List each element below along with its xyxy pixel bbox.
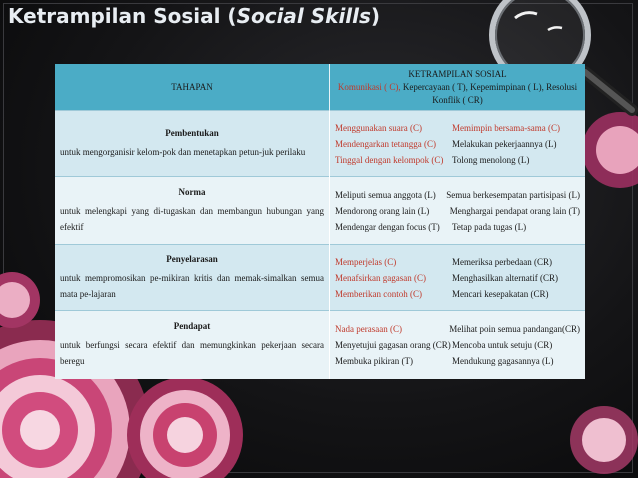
skills-list: [335, 120, 580, 168]
table-row: [55, 245, 585, 311]
skills-cell: [330, 177, 586, 245]
skill-line: [335, 254, 580, 270]
skill-a: Mendengar dengan focus (T): [335, 221, 440, 232]
skill-line: [335, 353, 580, 369]
table-header-row: [55, 64, 585, 111]
skill-line: [335, 219, 580, 235]
stage-title: Pembentukan: [165, 127, 219, 138]
skill-line: [335, 337, 580, 353]
header-ketrampilan: [330, 64, 586, 111]
table-row: [55, 311, 585, 379]
stage-cell: [55, 111, 330, 177]
skill-b: Tetap pada tugas (L): [452, 221, 527, 232]
skills-cell: [330, 245, 586, 311]
skills-list: [335, 321, 580, 369]
skill-a: Memperjelas (C): [335, 256, 397, 267]
skill-b: Tolong menolong (L): [452, 154, 530, 165]
table-row: [55, 177, 585, 245]
skill-a: Menafsirkan gagasan (C): [335, 272, 426, 283]
skill-a: Meliputi semua anggota (L): [335, 189, 436, 200]
skill-line: [335, 120, 580, 136]
skill-line: [335, 136, 580, 152]
skill-line: [335, 270, 580, 286]
skill-a: Membuka pikiran (T): [335, 355, 413, 366]
header-tahapan: TAHAPAN: [55, 64, 330, 111]
skill-b: Mencoba untuk setuju (CR): [452, 339, 553, 350]
skill-b: Menghargai pendapat orang lain (T): [449, 205, 580, 216]
skill-b: Memeriksa perbedaan (CR): [452, 256, 552, 267]
stage-desc: untuk berfungsi secara efektif dan memungkinkan pekerjaan secara beregu: [60, 339, 324, 366]
social-skills-table: [55, 64, 585, 379]
stage-title: Pendapat: [173, 320, 211, 331]
skill-a: Mendorong orang lain (L): [335, 205, 430, 216]
skill-a: Menyetujui gagasan orang (CR): [335, 339, 451, 350]
skill-a: Menggunakan suara (C): [335, 122, 422, 133]
stage-desc: untuk melengkapi yang di-tugaskan dan membangun hubungan yang efektif: [60, 205, 324, 232]
stage-desc: untuk mengorganisir kelom-pok dan menetapkan petun-juk perilaku: [60, 146, 306, 157]
skill-line: [335, 187, 580, 203]
header-ketrampilan-line2: Konflik ( CR): [432, 95, 483, 105]
header-ketrampilan-title: KETRAMPILAN SOSIAL: [408, 69, 507, 79]
skills-cell: [330, 311, 586, 379]
title-suffix: ): [370, 4, 381, 28]
skills-list: [335, 254, 580, 302]
skill-b: Mencari kesepakatan (CR): [452, 288, 549, 299]
skills-list: [335, 187, 580, 235]
skill-b: Melihat poin semua pandangan(CR): [449, 323, 580, 334]
skill-b: Memimpin bersama-sama (C): [452, 122, 560, 133]
title-prefix: Ketrampilan Sosial (: [8, 4, 237, 28]
skill-a: Memberikan contoh (C): [335, 288, 422, 299]
header-komunikasi: Komunikasi ( C),: [337, 82, 401, 92]
skill-line: [335, 152, 580, 168]
skill-line: [335, 203, 580, 219]
header-ketrampilan-line1: Komunikasi ( C), Kepercayaan ( T), Kepemimpinan ( L), Resolusi: [337, 82, 578, 92]
skill-line: [335, 286, 580, 302]
stage-title: Penyelarasan: [166, 253, 218, 264]
skill-b: Semua berkesempatan partisipasi (L): [446, 189, 580, 200]
skill-a: Mendengarkan tetangga (C): [335, 138, 436, 149]
slide-title: [8, 4, 380, 28]
stage-cell: [55, 177, 330, 245]
skill-line: [335, 321, 580, 337]
title-italic: Social Skills: [236, 4, 371, 28]
skill-b: Melakukan pekerjaannya (L): [452, 138, 557, 149]
skill-a: Nada perasaan (C): [335, 323, 402, 334]
skill-a: Tinggal dengan kelompok (C): [335, 154, 444, 165]
stage-cell: [55, 311, 330, 379]
skills-cell: [330, 111, 586, 177]
skill-b: Mendukung gagasannya (L): [452, 355, 554, 366]
skill-b: Menghasilkan alternatif (CR): [452, 272, 558, 283]
stage-title: Norma: [178, 186, 206, 197]
stage-desc: untuk mempromosikan pe-mikiran kritis dan memak-simalkan semua mata pe-lajaran: [60, 272, 324, 299]
table-row: [55, 111, 585, 177]
stage-cell: [55, 245, 330, 311]
